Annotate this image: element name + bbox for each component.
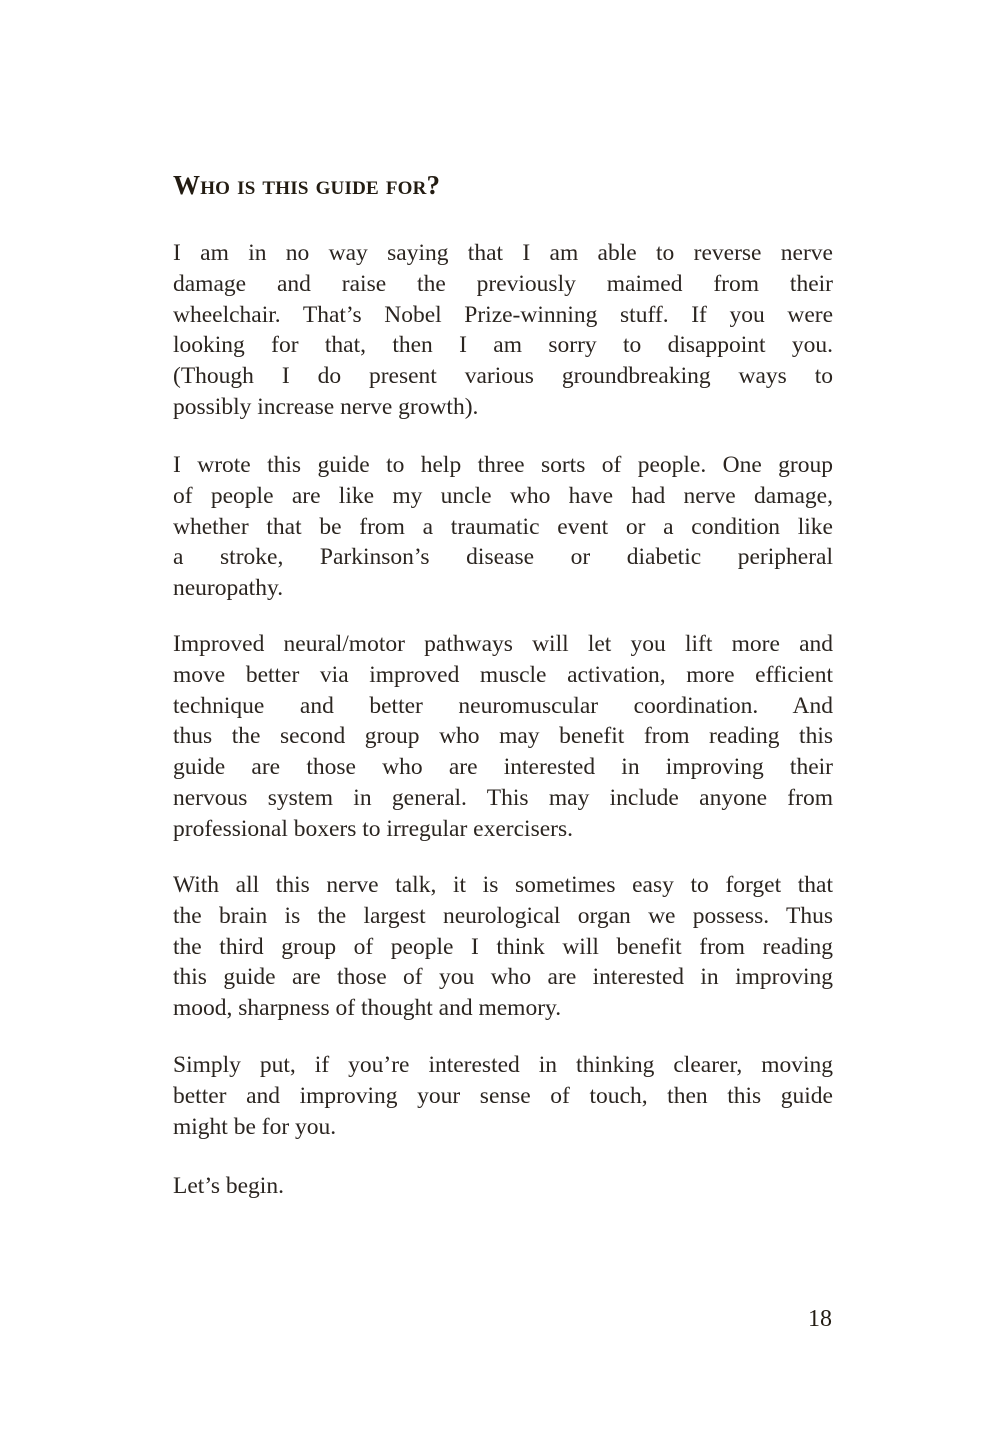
text-line: (Though I do present various groundbreaking ways to: [173, 363, 833, 390]
text-line: this guide are those of you who are interested in improving: [173, 964, 833, 991]
paragraph: [173, 1050, 833, 1142]
text-line: Improved neural/motor pathways will let you lift more and: [173, 631, 833, 657]
section-heading: Who is this guide for?: [173, 170, 441, 200]
text-line: the brain is the largest neurological organ we possess. Thus: [173, 902, 833, 929]
paragraph: [173, 1171, 833, 1202]
text-line: thus the second group who may benefit from reading this: [173, 723, 833, 750]
text-line: With all this nerve talk, it is sometimes easy to forget that: [173, 872, 833, 898]
text-line: might be for you.: [173, 1113, 337, 1140]
paragraph: [173, 629, 833, 845]
text-line: of people are like my uncle who have had nerve damage,: [173, 482, 833, 509]
text-line: whether that be from a traumatic event or a condition like: [173, 513, 833, 540]
text-line: Simply put, if you’re interested in thinking clearer, moving: [173, 1052, 833, 1078]
paragraph: [173, 238, 833, 423]
text-line: possibly increase nerve growth).: [173, 393, 479, 420]
paragraph: [173, 870, 833, 1024]
text-line: nervous system in general. This may include anyone from: [173, 784, 833, 811]
text-line: a stroke, Parkinson’s disease or diabetic peripheral: [173, 544, 833, 571]
text-line: guide are those who are interested in improving their: [173, 754, 833, 781]
text-line: wheelchair. That’s Nobel Prize-winning stuff. If you were: [173, 301, 833, 328]
text-line: professional boxers to irregular exercisers.: [173, 815, 574, 842]
text-line: I wrote this guide to help three sorts of people. One group: [173, 452, 833, 478]
text-line: mood, sharpness of thought and memory.: [173, 995, 562, 1022]
text-line: better and improving your sense of touch, then this guide: [173, 1082, 833, 1109]
text-line: I am in no way saying that I am able to reverse nerve: [173, 240, 833, 266]
text-line: damage and raise the previously maimed from their: [173, 270, 833, 297]
text-line: move better via improved muscle activation, more efficient: [173, 661, 833, 688]
text-line: neuropathy.: [173, 575, 284, 602]
text-line: technique and better neuromuscular coordination. And: [173, 692, 833, 719]
page-number: 18: [808, 1306, 832, 1332]
paragraph: [173, 450, 833, 604]
text-line: the third group of people I think will benefit from reading: [173, 933, 833, 960]
text-line: Let’s begin.: [173, 1173, 284, 1199]
text-line: looking for that, then I am sorry to disappoint you.: [173, 332, 833, 359]
